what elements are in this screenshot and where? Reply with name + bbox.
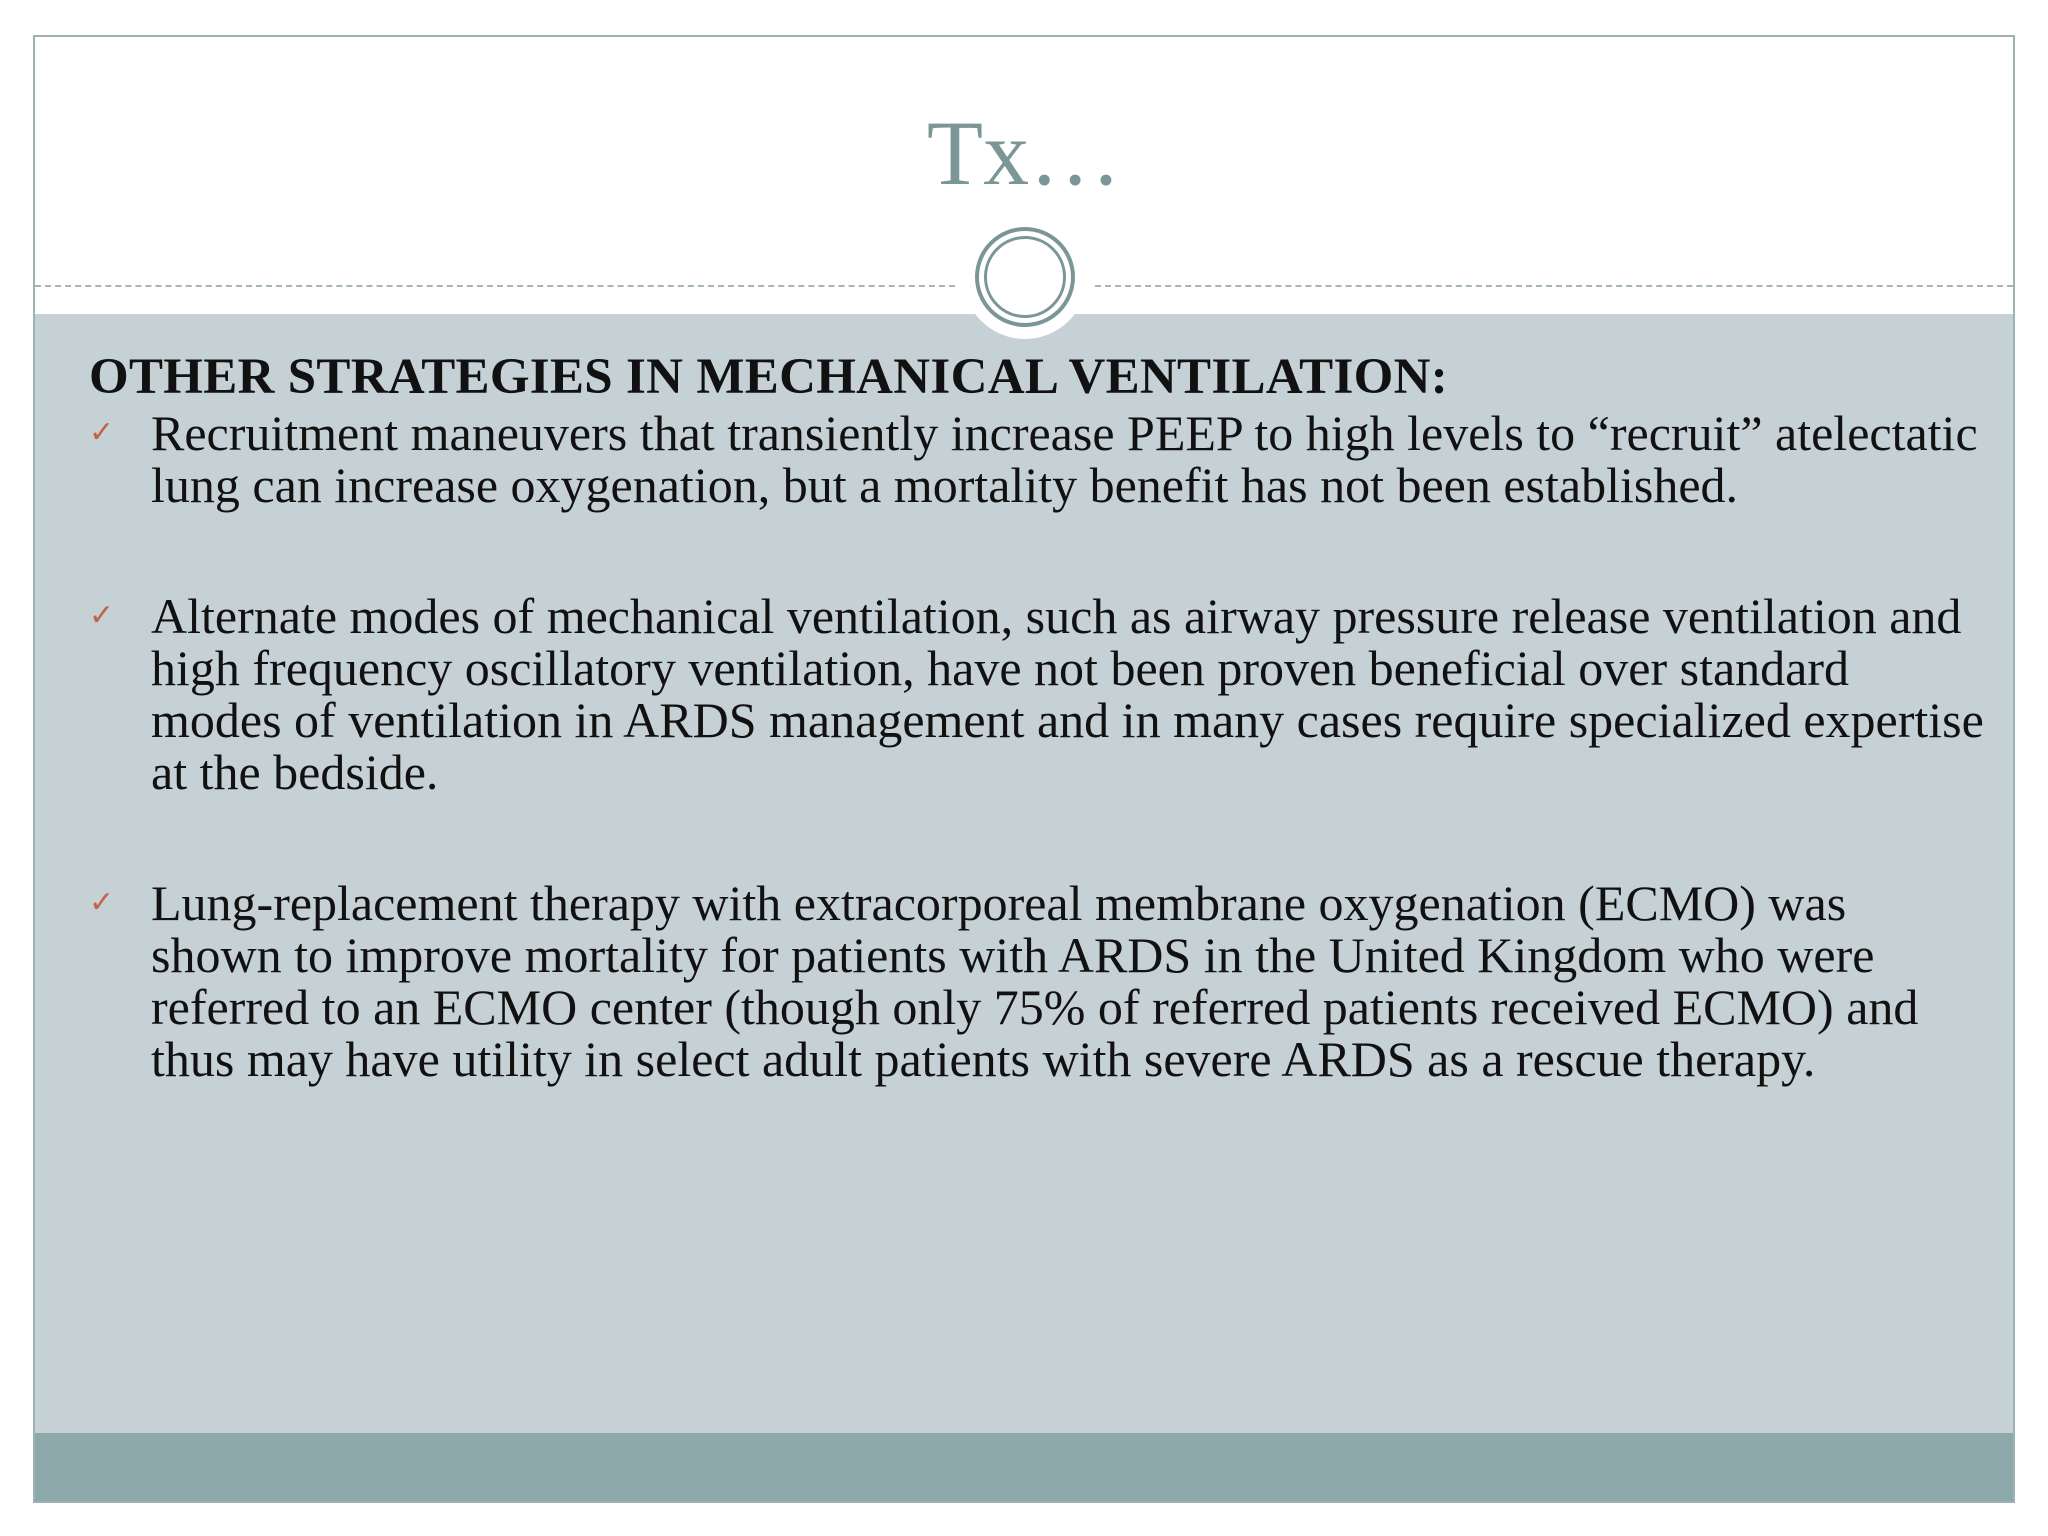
slide-title: Tx… — [926, 102, 1122, 204]
divider-left — [35, 285, 955, 287]
bullet-text: Alternate modes of mechanical ventilation, such as airway pressure release ventilation and high frequency oscillatory ventilation, have not been proven beneficial over standard modes of ventilation in ARDS management and in many cases require specialized expertise at the bedside. — [151, 588, 1984, 800]
checkmark-icon: ✓ — [89, 598, 115, 633]
ornament-inner-ring-icon — [984, 236, 1066, 318]
bullet-item — [89, 877, 1989, 1085]
footer-bar — [35, 1433, 2013, 1503]
slide-content — [89, 347, 1989, 1085]
checkmark-icon: ✓ — [89, 415, 115, 450]
checkmark-icon: ✓ — [89, 885, 115, 920]
bullet-text: Recruitment maneuvers that transiently increase PEEP to high levels to “recruit” atelectatic lung can increase oxygenation, but a mortality benefit has not been established. — [151, 405, 1978, 513]
bullet-text: Lung-replacement therapy with extracorporeal membrane oxygenation (ECMO) was shown to improve mortality for patients with ARDS in the United Kingdom who were referred to an ECMO center (though only 75% of referred patients received ECMO) and thus may have utility in select adult patients with severe ARDS as a rescue therapy. — [151, 875, 1919, 1087]
divider-right — [1095, 285, 2013, 287]
slide — [33, 35, 2015, 1503]
section-heading: OTHER STRATEGIES IN MECHANICAL VENTILATION: — [89, 349, 1449, 405]
bullet-item — [89, 407, 1989, 511]
bullet-item — [89, 590, 1989, 798]
